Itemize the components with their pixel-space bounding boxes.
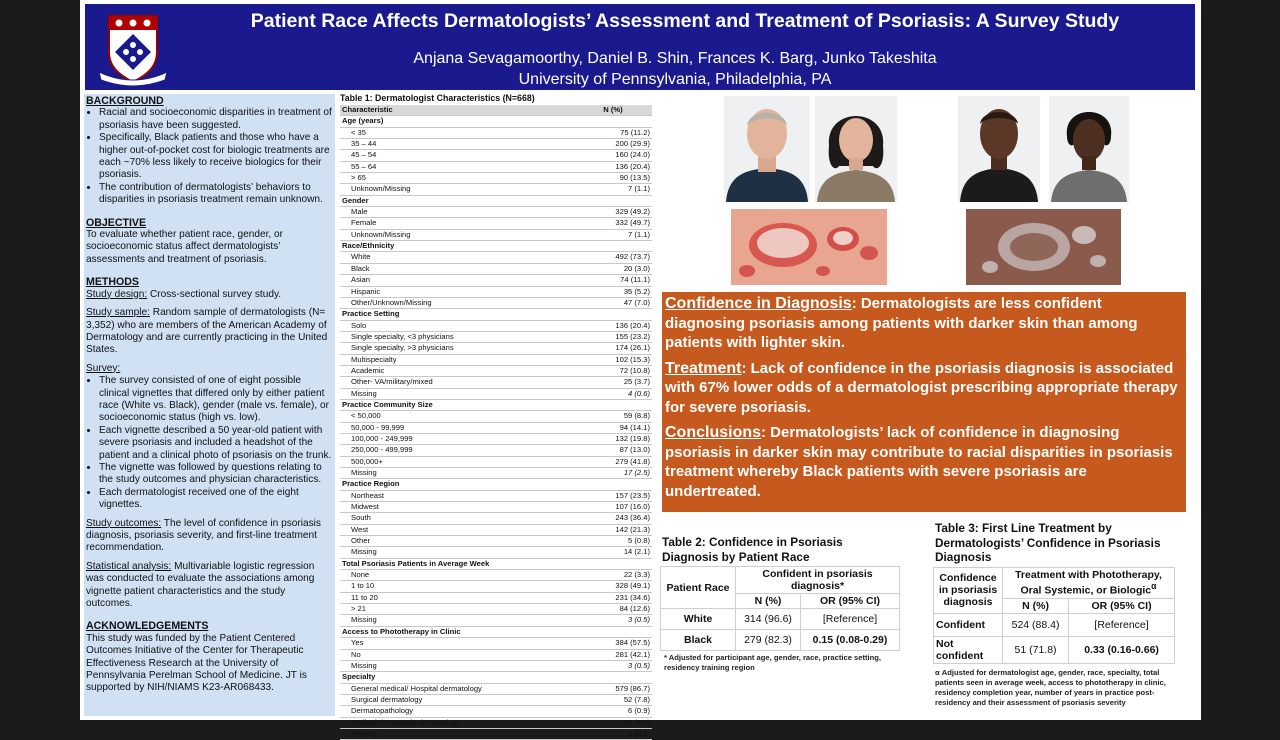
table3-header-row bbox=[934, 568, 1175, 599]
or-cell bbox=[1069, 636, 1175, 663]
table1-row bbox=[340, 297, 652, 308]
study-design-label: Study design: bbox=[86, 288, 148, 300]
psoriasis-lesion-illustration bbox=[966, 209, 1121, 285]
table3-col-group bbox=[1003, 568, 1175, 599]
characteristic-cell: 35 – 44 bbox=[340, 139, 574, 150]
count-cell: 3 (0.5) bbox=[574, 728, 652, 739]
count-cell bbox=[574, 626, 652, 637]
characteristic-cell: > 21 bbox=[340, 604, 574, 615]
confidence-by-race-table bbox=[660, 566, 900, 651]
characteristic-cell: > 65 bbox=[340, 173, 574, 184]
headshot-illustration bbox=[724, 96, 810, 202]
characteristic-cell: Other/Unknown/Missing bbox=[340, 297, 574, 308]
statistical-analysis bbox=[86, 561, 333, 611]
treatment-label: Treatment bbox=[665, 359, 742, 377]
characteristic-cell: < 50,000 bbox=[340, 411, 574, 422]
count-cell: 5 (0.8) bbox=[574, 536, 652, 547]
characteristic-cell: Hispanic bbox=[340, 286, 574, 297]
count-cell bbox=[574, 672, 652, 683]
table2-col-race: Patient Race bbox=[661, 567, 736, 609]
characteristic-cell: Access to Phototherapy in Clinic bbox=[340, 626, 574, 637]
table1-row bbox=[340, 207, 652, 218]
table1-row bbox=[340, 173, 652, 184]
affiliation: University of Pennsylvania, Philadelphia, PA bbox=[518, 71, 832, 88]
count-cell: 28 (4.2) bbox=[574, 717, 652, 728]
table1-row bbox=[340, 502, 652, 513]
confidence-finding bbox=[665, 294, 1183, 353]
table1-row bbox=[340, 615, 652, 626]
count-cell: 384 (57.5) bbox=[574, 638, 652, 649]
treatment-text: : Lack of confidence in the psoriasis diagnosis is associated with 67% lower odds of a dermatologist prescribing appropriate therapy for severe psoriasis. bbox=[665, 359, 1178, 416]
count-cell: 102 (15.3) bbox=[574, 354, 652, 365]
count-cell: 231 (34.6) bbox=[574, 592, 652, 603]
characteristic-cell: Single specialty, <3 physicians bbox=[340, 331, 574, 342]
characteristic-cell: Age (years) bbox=[340, 116, 574, 127]
n-cell: 279 (82.3) bbox=[736, 630, 801, 651]
poster-title: Patient Race Affects Dermatologists’ Assessment and Treatment of Psoriasis: A Survey Study bbox=[250, 10, 1120, 32]
study-design bbox=[86, 289, 333, 301]
table1-row bbox=[340, 411, 652, 422]
table3-col-confidence: Confidence in psoriasis diagnosis bbox=[934, 568, 1003, 614]
count-cell: 52 (7.8) bbox=[574, 694, 652, 705]
count-cell: 579 (86.7) bbox=[574, 683, 652, 694]
table-row bbox=[661, 609, 900, 630]
race-cell: White bbox=[661, 609, 736, 630]
characteristic-cell: Pediatric/ Cosmetic dermatology bbox=[340, 717, 574, 728]
table1-row bbox=[340, 728, 652, 739]
characteristic-cell: West bbox=[340, 524, 574, 535]
table1-row bbox=[340, 513, 652, 524]
key-findings-callout bbox=[662, 292, 1186, 512]
characteristic-cell: Male bbox=[340, 207, 574, 218]
survey-label-text: Survey: bbox=[86, 362, 121, 374]
table1-row bbox=[340, 263, 652, 274]
table1-row bbox=[340, 127, 652, 138]
count-cell: 25 (3.7) bbox=[574, 377, 652, 388]
psoriasis-lesion-illustration bbox=[731, 209, 887, 285]
characteristic-cell: Unknown/Missing bbox=[340, 184, 574, 195]
survey-bullet: • The survey consisted of one of eight possible clinical vignettes that differed only by either patient race (White vs. Black), gender (male vs. female), or socioeconomic status (high vs. low). bbox=[99, 375, 333, 425]
characteristic-cell: 45 – 54 bbox=[340, 150, 574, 161]
count-cell: 3 (0.5) bbox=[574, 660, 652, 671]
count-cell: 72 (10.8) bbox=[574, 365, 652, 376]
table3-footnote: α Adjusted for dermatologist age, gender, race, specialty, total patients seen in average week, access to phototherapy in clinic, residency completion year, number of years in practice post-residency and their assessment of psoriasis severity bbox=[935, 668, 1166, 707]
left-text-panel bbox=[84, 94, 335, 716]
acknowledgements-heading: ACKNOWLEDGEMENTS bbox=[86, 620, 209, 633]
n-cell: 314 (96.6) bbox=[736, 609, 801, 630]
headshot-illustration bbox=[958, 96, 1040, 202]
table1-row bbox=[340, 229, 652, 240]
characteristic-cell: Gender bbox=[340, 195, 574, 206]
table1-row bbox=[340, 161, 652, 172]
count-cell: 160 (24.0) bbox=[574, 150, 652, 161]
background-heading: BACKGROUND bbox=[86, 95, 164, 107]
characteristic-cell: Practice Region bbox=[340, 479, 574, 490]
study-sample bbox=[86, 307, 333, 357]
n-cell: 524 (88.4) bbox=[1003, 613, 1069, 636]
or-value: 0.33 bbox=[1084, 643, 1105, 656]
count-cell: 329 (49.2) bbox=[574, 207, 652, 218]
count-cell: 84 (12.6) bbox=[574, 604, 652, 615]
characteristic-cell: Missing bbox=[340, 615, 574, 626]
count-cell: 17 (2.5) bbox=[574, 468, 652, 479]
count-cell: 243 (36.4) bbox=[574, 513, 652, 524]
table2-col-or: OR (95% CI) bbox=[801, 594, 900, 609]
conclusions-finding bbox=[665, 423, 1183, 501]
count-cell: 157 (23.5) bbox=[574, 490, 652, 501]
count-cell: 328 (49.1) bbox=[574, 581, 652, 592]
statistical-analysis-label: Statistical analysis: bbox=[86, 560, 172, 572]
characteristic-cell: Total Psoriasis Patients in Average Week bbox=[340, 558, 574, 569]
count-cell: 107 (16.0) bbox=[574, 502, 652, 513]
table1-category-row bbox=[340, 309, 652, 320]
table1-row bbox=[340, 717, 652, 728]
or-cell bbox=[801, 630, 900, 651]
table1-row bbox=[340, 581, 652, 592]
n-cell: 51 (71.8) bbox=[1003, 636, 1069, 663]
characteristic-cell: Unknown/Missing bbox=[340, 229, 574, 240]
table1-row bbox=[340, 422, 652, 433]
count-cell: 3 (0.5) bbox=[574, 615, 652, 626]
table-row bbox=[661, 630, 900, 651]
university-shield-logo bbox=[95, 12, 171, 86]
characteristic-cell: Yes bbox=[340, 638, 574, 649]
characteristic-cell: Asian bbox=[340, 275, 574, 286]
table1-row bbox=[340, 660, 652, 671]
table1-row bbox=[340, 547, 652, 558]
characteristic-cell: 55 – 64 bbox=[340, 161, 574, 172]
count-cell bbox=[574, 399, 652, 410]
table3-col-or: OR (95% CI) bbox=[1069, 598, 1175, 613]
count-cell: 136 (20.4) bbox=[574, 161, 652, 172]
background-bullet: • Racial and socioeconomic disparities in treatment of psoriasis have been suggested. bbox=[99, 107, 333, 132]
table1-row bbox=[340, 354, 652, 365]
table1-row bbox=[340, 649, 652, 660]
race-cell: Black bbox=[661, 630, 736, 651]
characteristic-cell: Missing bbox=[340, 468, 574, 479]
table1-row bbox=[340, 706, 652, 717]
psoriasis-photo-dark-skin bbox=[966, 209, 1121, 285]
characteristic-cell: Surgical dermatology bbox=[340, 694, 574, 705]
treatment-finding bbox=[665, 359, 1183, 418]
black-male-headshot bbox=[958, 96, 1040, 202]
count-cell: 20 (3.0) bbox=[574, 263, 652, 274]
count-cell: 4 (0.6) bbox=[574, 388, 652, 399]
count-cell bbox=[574, 241, 652, 252]
conclusions-label: Conclusions bbox=[665, 424, 762, 441]
count-cell: 142 (21.3) bbox=[574, 524, 652, 535]
count-cell: 136 (20.4) bbox=[574, 320, 652, 331]
count-cell: 7 (1.1) bbox=[574, 184, 652, 195]
count-cell: 6 (0.9) bbox=[574, 706, 652, 717]
characteristic-cell: Northeast bbox=[340, 490, 574, 501]
confidence-label: Confidence in Diagnosis bbox=[665, 295, 852, 312]
characteristic-cell: No bbox=[340, 649, 574, 660]
characteristic-cell: Missing bbox=[340, 388, 574, 399]
table1-row bbox=[340, 252, 652, 263]
characteristic-cell: Solo bbox=[340, 320, 574, 331]
table1-row bbox=[340, 592, 652, 603]
table1-row bbox=[340, 365, 652, 376]
dermatologist-characteristics-table bbox=[340, 105, 652, 740]
survey-label bbox=[86, 363, 333, 375]
table1-row bbox=[340, 694, 652, 705]
count-cell: 200 (29.9) bbox=[574, 139, 652, 150]
characteristic-cell: Dermatopathology bbox=[340, 706, 574, 717]
table1-row bbox=[340, 286, 652, 297]
characteristic-cell: Practice Community Size bbox=[340, 399, 574, 410]
table2-header-row bbox=[661, 567, 900, 594]
count-cell: 59 (8.8) bbox=[574, 411, 652, 422]
conclusions-text: : Dermatologists’ lack of confidence in diagnosing psoriasis in darker skin may contribute to racial disparities in psoriasis treatment whereby Black patients with severe psoriasis are undertreated. bbox=[665, 424, 1173, 500]
table1-row bbox=[340, 388, 652, 399]
psoriasis-photo-light-skin bbox=[731, 209, 887, 285]
methods-heading: METHODS bbox=[86, 276, 139, 289]
or-ci: (0.16-0.66) bbox=[1104, 643, 1159, 656]
table3-col-group-text: Treatment with Phototherapy, Oral Systemic, or Biologic bbox=[1015, 569, 1162, 597]
count-cell: 332 (49.7) bbox=[574, 218, 652, 229]
confidence-cell: Not confident bbox=[934, 636, 1003, 663]
count-cell: 7 (1.1) bbox=[574, 229, 652, 240]
characteristic-cell: 500,000+ bbox=[340, 456, 574, 467]
table1-row bbox=[340, 343, 652, 354]
count-cell: 132 (19.8) bbox=[574, 433, 652, 444]
poster bbox=[80, 0, 1201, 738]
table1-row bbox=[340, 536, 652, 547]
table1-row bbox=[340, 570, 652, 581]
count-cell bbox=[574, 309, 652, 320]
background-bullet: • The contribution of dermatologists’ behaviors to disparities in psoriasis treatment remain unknown. bbox=[99, 182, 333, 207]
poster-header bbox=[85, 4, 1195, 90]
characteristic-cell: 250,000 - 499,999 bbox=[340, 445, 574, 456]
characteristic-cell: None bbox=[340, 570, 574, 581]
or-cell: [Reference] bbox=[801, 609, 900, 630]
survey-bullet: • Each vignette described a 50 year-old patient with severe psoriasis and included a headshot of the patient and a clinical photo of psoriasis on the trunk. bbox=[99, 425, 333, 462]
table1-row bbox=[340, 604, 652, 615]
table1-row bbox=[340, 445, 652, 456]
table3-col-group-mark: α bbox=[1151, 581, 1157, 591]
table1-row bbox=[340, 184, 652, 195]
table2-caption: Table 2: Confidence in Psoriasis Diagnosis by Patient Race bbox=[662, 535, 843, 564]
table1-category-row bbox=[340, 479, 652, 490]
table3-caption: Table 3: First Line Treatment by Dermatologists’ Confidence in Psoriasis Diagnosis bbox=[935, 521, 1161, 564]
characteristic-cell: Specialty bbox=[340, 672, 574, 683]
confidence-cell: Confident bbox=[934, 613, 1003, 636]
count-cell bbox=[574, 116, 652, 127]
headshot-illustration bbox=[815, 96, 897, 202]
count-cell: 87 (13.0) bbox=[574, 445, 652, 456]
characteristic-cell: Multispecialty bbox=[340, 354, 574, 365]
table1-header-row bbox=[340, 105, 652, 116]
white-female-headshot bbox=[815, 96, 897, 202]
table1-block bbox=[340, 93, 655, 740]
table3-col-n: N (%) bbox=[1003, 598, 1069, 613]
table1-category-row bbox=[340, 399, 652, 410]
table1-category-row bbox=[340, 241, 652, 252]
count-cell: 22 (3.3) bbox=[574, 570, 652, 581]
study-sample-label: Study sample: bbox=[86, 307, 150, 319]
table1-col-characteristic: Characteristic bbox=[340, 105, 574, 116]
count-cell: 155 (23.2) bbox=[574, 331, 652, 342]
count-cell: 492 (73.7) bbox=[574, 252, 652, 263]
characteristic-cell: 100,000 - 249,999 bbox=[340, 433, 574, 444]
table1-category-row bbox=[340, 195, 652, 206]
background-bullet: • Specifically, Black patients and those who have a higher out-of-pocket cost for biologic treatments are each ~70% less likely to receive biologics for their psoriasis. bbox=[99, 132, 333, 182]
survey-bullets bbox=[86, 375, 333, 511]
count-cell: 90 (13.5) bbox=[574, 173, 652, 184]
characteristic-cell: Midwest bbox=[340, 502, 574, 513]
characteristic-cell: 11 to 20 bbox=[340, 592, 574, 603]
headshot-illustration bbox=[1049, 96, 1129, 202]
or-cell: [Reference] bbox=[1069, 613, 1175, 636]
characteristic-cell: South bbox=[340, 513, 574, 524]
table2-col-group: Confident in psoriasis diagnosis* bbox=[736, 567, 900, 594]
table1-row bbox=[340, 490, 652, 501]
characteristic-cell: Other bbox=[340, 536, 574, 547]
table1-row bbox=[340, 638, 652, 649]
table2-footnote: * Adjusted for participant age, gender, race, practice setting, residency training region bbox=[664, 653, 882, 672]
study-sample-text: Random sample of dermatologists (N= 3,352) who are members of the American Academy of Dermatology and are currently practicing in the United States. bbox=[86, 307, 328, 356]
white-male-headshot bbox=[724, 96, 810, 202]
table1-category-row bbox=[340, 626, 652, 637]
count-cell: 74 (11.1) bbox=[574, 275, 652, 286]
characteristic-cell: Practice Setting bbox=[340, 309, 574, 320]
background-bullets bbox=[86, 107, 333, 206]
or-ci: (0.08-0.29) bbox=[833, 634, 888, 646]
characteristic-cell: 1 to 10 bbox=[340, 581, 574, 592]
study-design-text: Cross-sectional survey study. bbox=[147, 288, 282, 300]
table1-category-row bbox=[340, 116, 652, 127]
count-cell: 75 (11.2) bbox=[574, 127, 652, 138]
characteristic-cell: < 35 bbox=[340, 127, 574, 138]
table2-col-n: N (%) bbox=[736, 594, 801, 609]
table1-row bbox=[340, 320, 652, 331]
table-row bbox=[934, 636, 1175, 663]
or-value: 0.15 bbox=[812, 634, 834, 646]
count-cell: 94 (14.1) bbox=[574, 422, 652, 433]
statistical-analysis-text: Multivariable logistic regression was conducted to evaluate the associations among vignette patient characteristics and the study outcomes. bbox=[86, 560, 315, 610]
black-female-headshot bbox=[1049, 96, 1129, 202]
count-cell: 279 (41.8) bbox=[574, 456, 652, 467]
characteristic-cell: Missing bbox=[340, 547, 574, 558]
table1-row bbox=[340, 139, 652, 150]
confidence-text: : Dermatologists are less confident diagnosing psoriasis among patients with darker skin than among patients with lighter skin. bbox=[665, 295, 1138, 351]
table-row bbox=[934, 613, 1175, 636]
characteristic-cell: General medical/ Hospital dermatology bbox=[340, 683, 574, 694]
characteristic-cell: Race/Ethnicity bbox=[340, 241, 574, 252]
study-outcomes bbox=[86, 518, 333, 555]
count-cell bbox=[574, 558, 652, 569]
characteristic-cell: Black bbox=[340, 263, 574, 274]
characteristic-cell: Other- VA/military/mixed bbox=[340, 377, 574, 388]
characteristic-cell: Female bbox=[340, 218, 574, 229]
count-cell bbox=[574, 195, 652, 206]
count-cell: 281 (42.1) bbox=[574, 649, 652, 660]
table1-category-row bbox=[340, 672, 652, 683]
table1-row bbox=[340, 524, 652, 535]
objective-text: To evaluate whether patient race, gender, or socioeconomic status affect dermatologists’ assessments and treatment of psoriasis. bbox=[86, 229, 283, 265]
characteristic-cell: White bbox=[340, 252, 574, 263]
characteristic-cell: Academic bbox=[340, 365, 574, 376]
count-cell bbox=[574, 479, 652, 490]
table1-row bbox=[340, 150, 652, 161]
count-cell: 35 (5.2) bbox=[574, 286, 652, 297]
table1-row bbox=[340, 433, 652, 444]
author-list: Anjana Sevagamoorthy, Daniel B. Shin, Frances K. Barg, Junko Takeshita bbox=[413, 50, 937, 67]
table1-caption: Table 1: Dermatologist Characteristics (N=668) bbox=[340, 93, 535, 103]
characteristic-cell: Missing bbox=[340, 660, 574, 671]
characteristic-cell: Missing bbox=[340, 728, 574, 739]
table1-row bbox=[340, 331, 652, 342]
table1-row bbox=[340, 456, 652, 467]
table1-row bbox=[340, 218, 652, 229]
objective-heading: OBJECTIVE bbox=[86, 216, 147, 229]
study-outcomes-text: The level of confidence in psoriasis diagnosis, psoriasis severity, and first-line treatment recommendation. bbox=[86, 517, 321, 554]
table1-row bbox=[340, 683, 652, 694]
acknowledgements-text: This study was funded by the Patient Centered Outcomes Initiative of the Center for Therapeutic Effectiveness Research at the University of Pennsylvania Perelman School of Medicine. JT is supported by NIH/NIAMS K23-AR068433. bbox=[86, 632, 307, 694]
characteristic-cell: 50,000 - 99,999 bbox=[340, 422, 574, 433]
study-outcomes-label: Study outcomes: bbox=[86, 517, 162, 529]
table1-col-n: N (%) bbox=[574, 105, 652, 116]
table1-row bbox=[340, 468, 652, 479]
count-cell: 14 (2.1) bbox=[574, 547, 652, 558]
count-cell: 47 (7.0) bbox=[574, 297, 652, 308]
table1-row bbox=[340, 275, 652, 286]
table1-category-row bbox=[340, 558, 652, 569]
table1-row bbox=[340, 377, 652, 388]
characteristic-cell: Single specialty, >3 physicians bbox=[340, 343, 574, 354]
treatment-by-confidence-table bbox=[933, 567, 1175, 664]
survey-bullet: • The vignette was followed by questions relating to the study outcomes and physician characteristics. bbox=[99, 462, 333, 487]
count-cell: 174 (26.1) bbox=[574, 343, 652, 354]
survey-bullet: • Each dermatologist received one of the eight vignettes. bbox=[99, 487, 333, 512]
